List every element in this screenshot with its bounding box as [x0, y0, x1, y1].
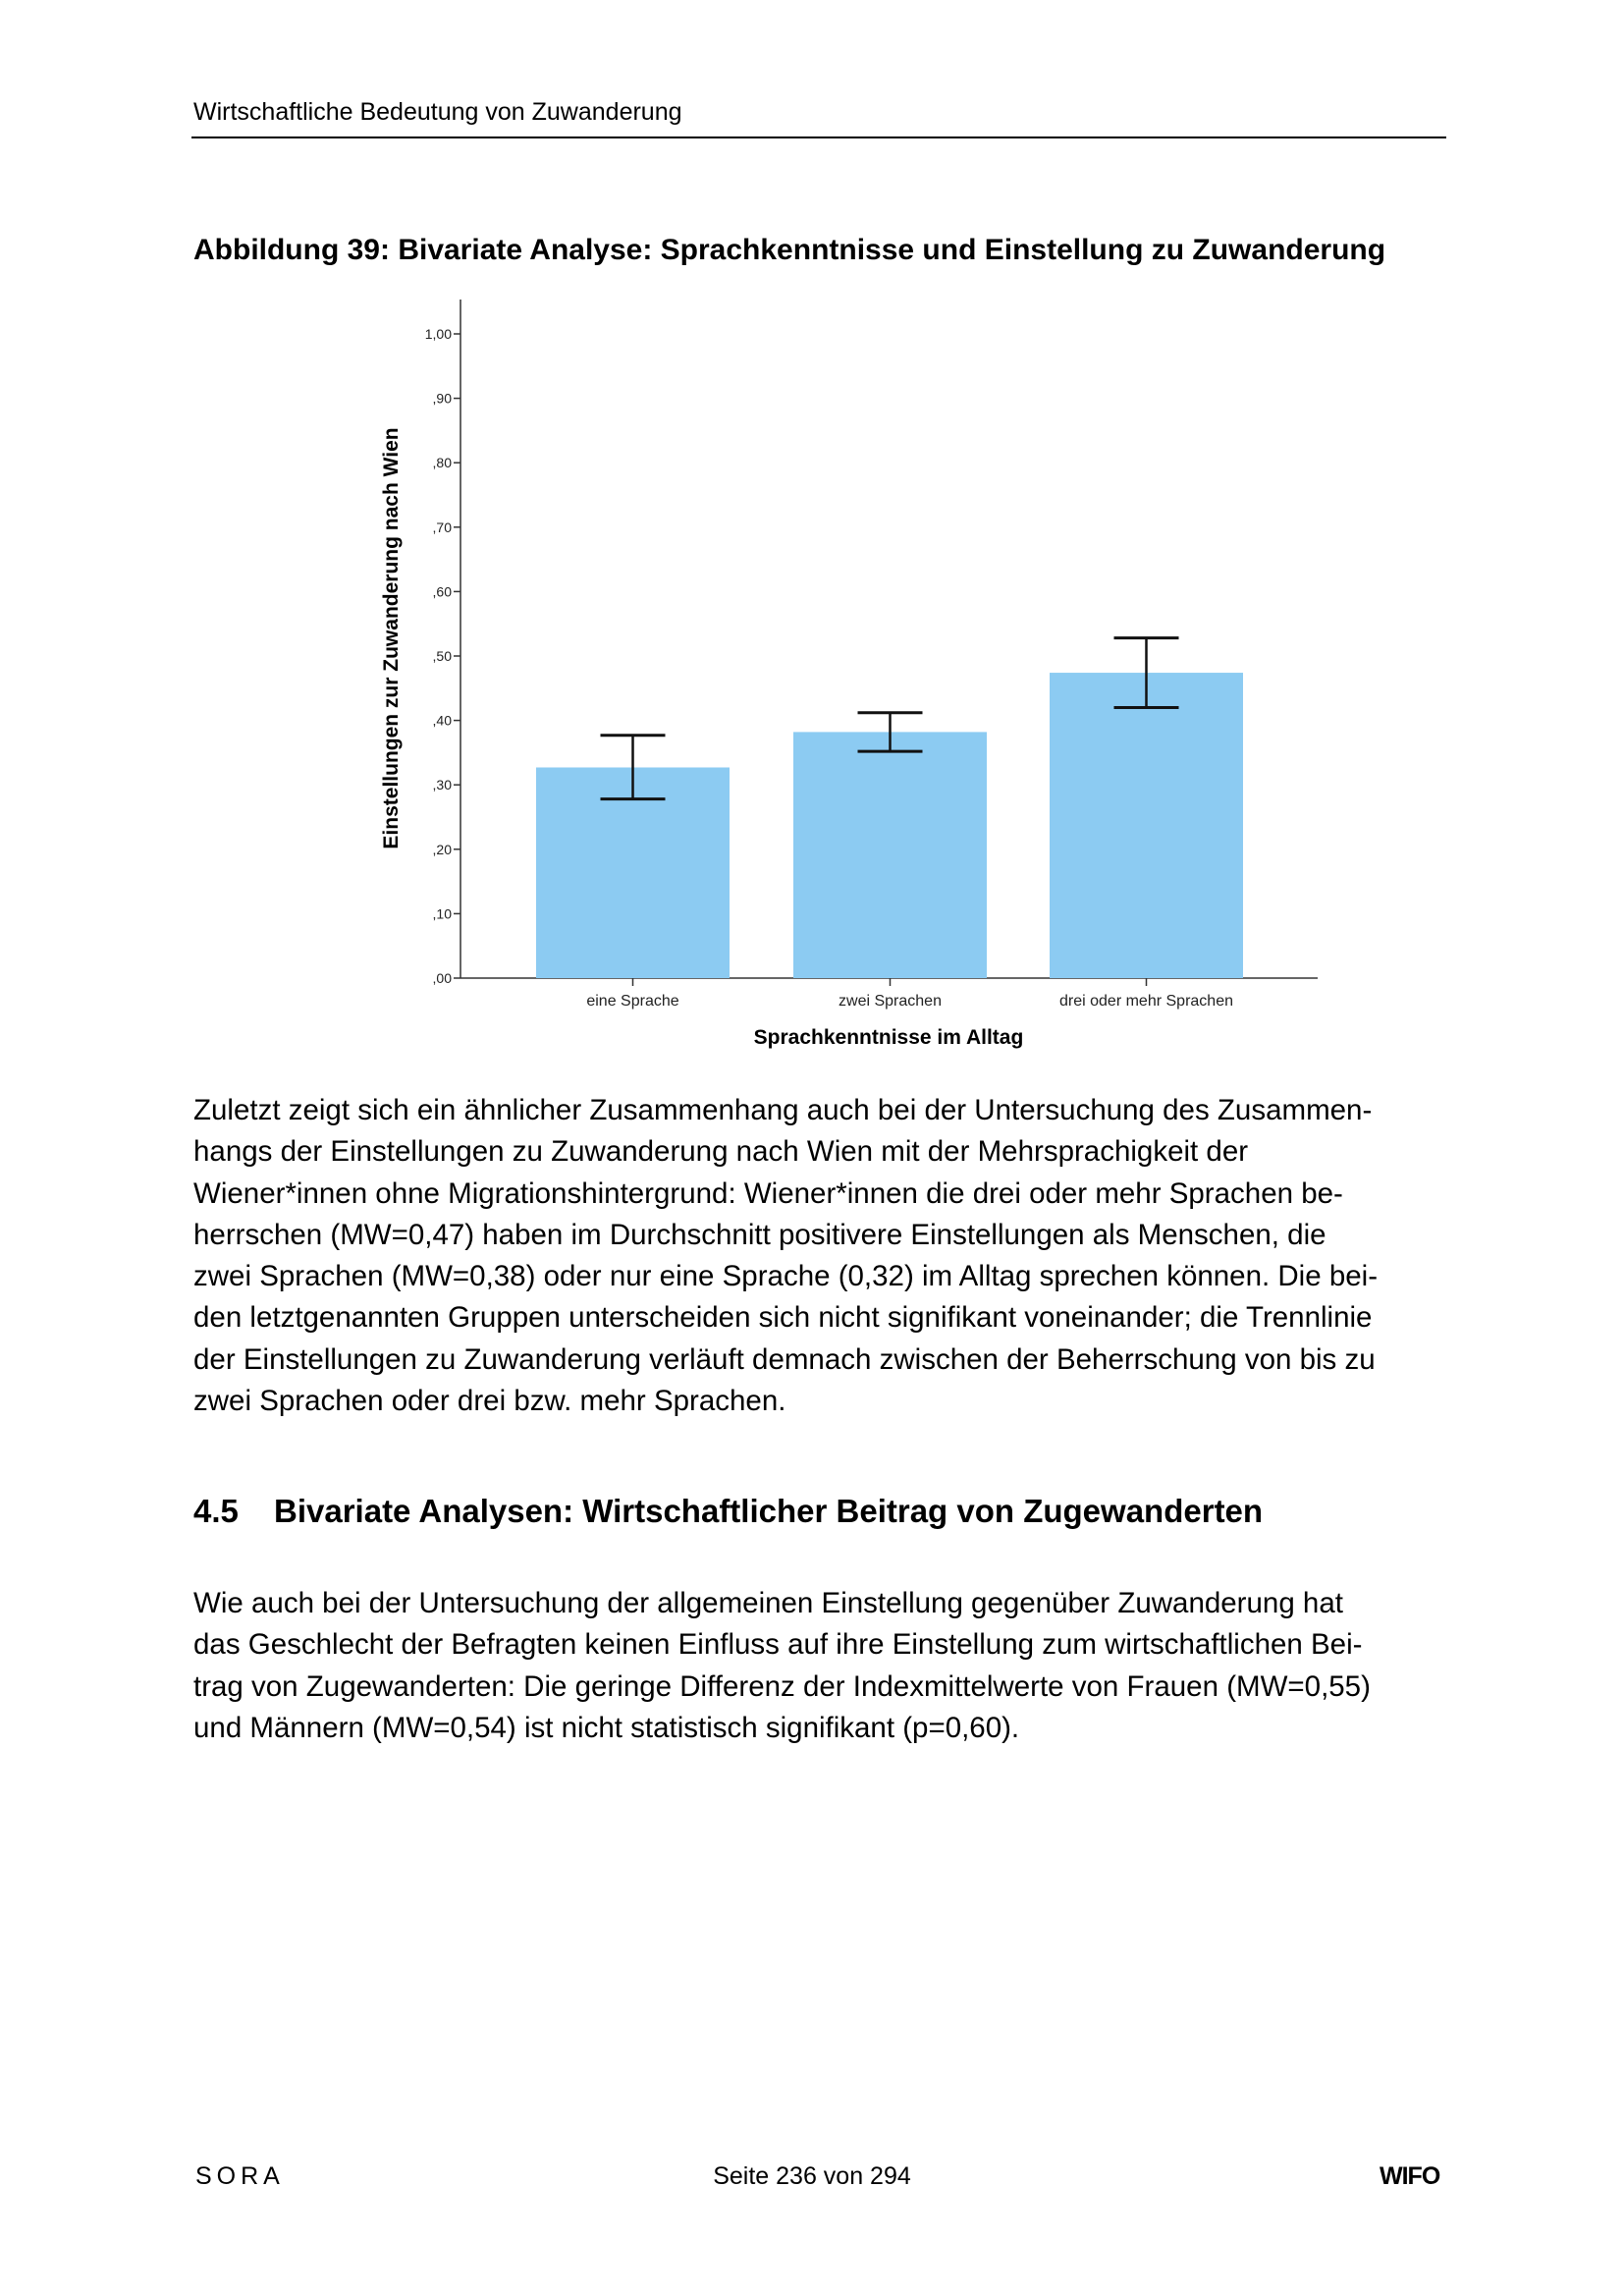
text-line: zwei Sprachen oder drei bzw. mehr Sprachen.: [193, 1385, 786, 1418]
section-number: 4.5: [193, 1493, 239, 1529]
text-line: und Männern (MW=0,54) ist nicht statistisch signifikant (p=0,60).: [193, 1711, 1020, 1744]
text-line: Wie auch bei der Untersuchung der allgemeinen Einstellung gegenüber Zuwanderung hat: [193, 1587, 1343, 1619]
text-line: Wiener*innen ohne Migrationshintergrund: Wiener*innen die drei oder mehr Sprachen be-: [193, 1176, 1343, 1210]
y-tick-label: ,80: [432, 455, 452, 471]
y-tick-label: ,30: [432, 777, 452, 793]
y-tick-label: ,90: [432, 390, 452, 407]
x-tick-label: eine Sprache: [586, 993, 679, 1010]
text-line: den letztgenannten Gruppen unterscheiden sich nicht signifikant voneinander; die Trennlinie: [193, 1301, 1373, 1335]
bar: [1050, 673, 1243, 978]
figure-caption: Abbildung 39: Bivariate Analyse: Sprachkenntnisse und Einstellung zu Zuwanderung: [193, 234, 1386, 266]
paragraph-2: [193, 1583, 1470, 1749]
page-number: Seite 236 von 294: [713, 2162, 911, 2190]
x-tick-label: drei oder mehr Sprachen: [1059, 993, 1233, 1010]
text-line: hangs der Einstellungen zu Zuwanderung nach Wien mit der Mehrsprachigkeit der: [193, 1135, 1249, 1169]
y-tick-label: ,10: [432, 905, 452, 922]
text-line: herrschen (MW=0,47) haben im Durchschnitt positivere Einstellungen als Menschen, die: [193, 1218, 1326, 1251]
text-line: der Einstellungen zu Zuwanderung verläuft demnach zwischen der Beherrschung von bis zu: [193, 1342, 1376, 1376]
y-tick-label: ,50: [432, 648, 452, 664]
text-line: trag von Zugewanderten: Die geringe Differenz der Indexmittelwerte von Frauen (MW=0,55): [193, 1669, 1371, 1703]
running-header: Wirtschaftliche Bedeutung von Zuwanderung: [193, 98, 682, 126]
text-line: zwei Sprachen (MW=0,38) oder nur eine Sprache (0,32) im Alltag sprechen können. Die bei-: [193, 1260, 1379, 1293]
text-line: das Geschlecht der Befragten keinen Einfluss auf ihre Einstellung zum wirtschaftlichen Bei-: [193, 1628, 1363, 1662]
x-axis-title: Sprachkenntnisse im Alltag: [753, 1026, 1024, 1049]
y-tick-label: ,40: [432, 712, 452, 729]
text-line: Zuletzt zeigt sich ein ähnlicher Zusammenhang auch bei der Untersuchung des Zusammen-: [193, 1094, 1373, 1126]
y-tick-label: ,70: [432, 519, 452, 535]
bar-chart: [0, 285, 1624, 1070]
section-title: Bivariate Analysen: Wirtschaftlicher Beitrag von Zugewanderten: [274, 1493, 1264, 1529]
paragraph-1: [193, 1090, 1470, 1422]
y-tick-label: 1,00: [424, 326, 452, 342]
x-tick-label: zwei Sprachen: [839, 993, 942, 1010]
footer-logo-sora: SORA: [195, 2162, 285, 2190]
y-tick-label: ,20: [432, 841, 452, 857]
y-tick-label: ,60: [432, 583, 452, 600]
y-tick-label: ,00: [432, 970, 452, 986]
bar: [793, 732, 987, 978]
header-rule: [191, 137, 1446, 138]
section-heading: [193, 1493, 1263, 1530]
footer-logo-wifo: WIFO: [1380, 2162, 1440, 2190]
y-axis-title: Einstellungen zur Zuwanderung nach Wien: [380, 427, 403, 849]
